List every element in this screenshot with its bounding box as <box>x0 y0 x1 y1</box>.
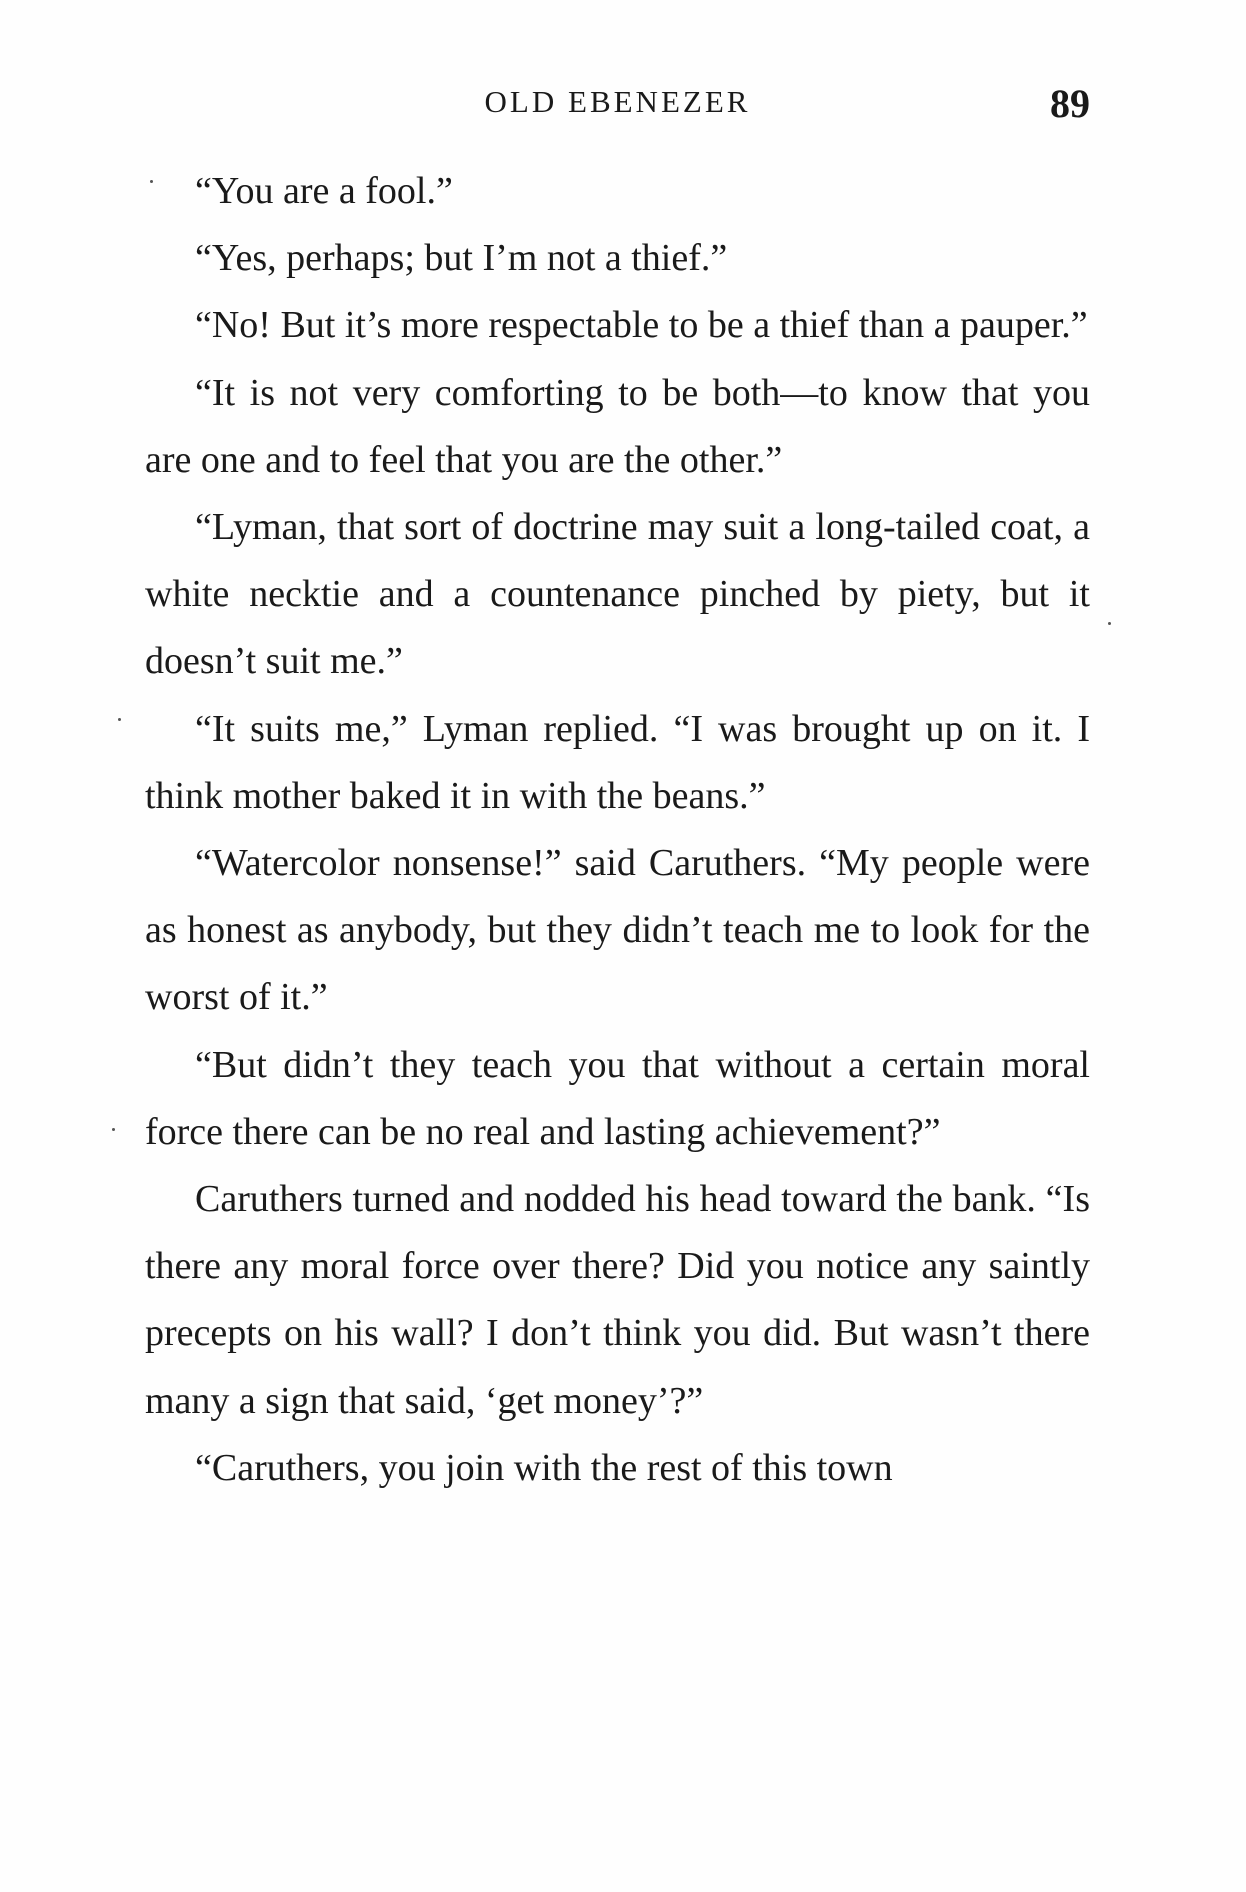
paragraph-1: “You are a fool.” <box>195 170 453 212</box>
scan-speck <box>112 1128 115 1131</box>
paragraph-5: “Lyman, that sort of doctrine may suit a long-tailed coat, a white necktie and a countenance pinched by piety, but it doesn’t suit me.” <box>145 506 1090 683</box>
paragraph-7: “Watercolor nonsense!” said Caruthers. “My people were as honest as anybody, but they didn’t teach me to look for the worst of it.” <box>145 842 1090 1019</box>
body-text <box>145 158 1090 1502</box>
paragraph-2: “Yes, perhaps; but I’m not a thief.” <box>195 237 728 280</box>
paragraph-4: “It is not very comforting to be both—to know that you are one and to feel that you are the other.” <box>145 371 1090 481</box>
scan-speck <box>1108 622 1111 625</box>
paragraph-6: “It suits me,” Lyman replied. “I was brought up on it. I think mother baked it in with the beans.” <box>145 707 1090 817</box>
page-header <box>145 81 1090 134</box>
scan-speck <box>150 180 153 183</box>
page-number: 89 <box>1050 81 1090 126</box>
running-title: OLD EBENEZER <box>484 84 751 119</box>
paragraph-3: “No! But it’s more respectable to be a thief than a pauper.” <box>195 304 1088 347</box>
paragraph-9: Caruthers turned and nodded his head toward the bank. “Is there any moral force over there? Did you notice any saintly precepts on his wall? I don’t think you did. But wasn’t there many a sign that said, ‘get money’?” <box>145 1178 1090 1422</box>
scan-speck <box>118 718 121 721</box>
paragraph-10: “Caruthers, you join with the rest of this town <box>195 1446 893 1489</box>
paragraph-8: “But didn’t they teach you that without a certain moral force there can be no real and lasting achievement?” <box>145 1043 1090 1153</box>
